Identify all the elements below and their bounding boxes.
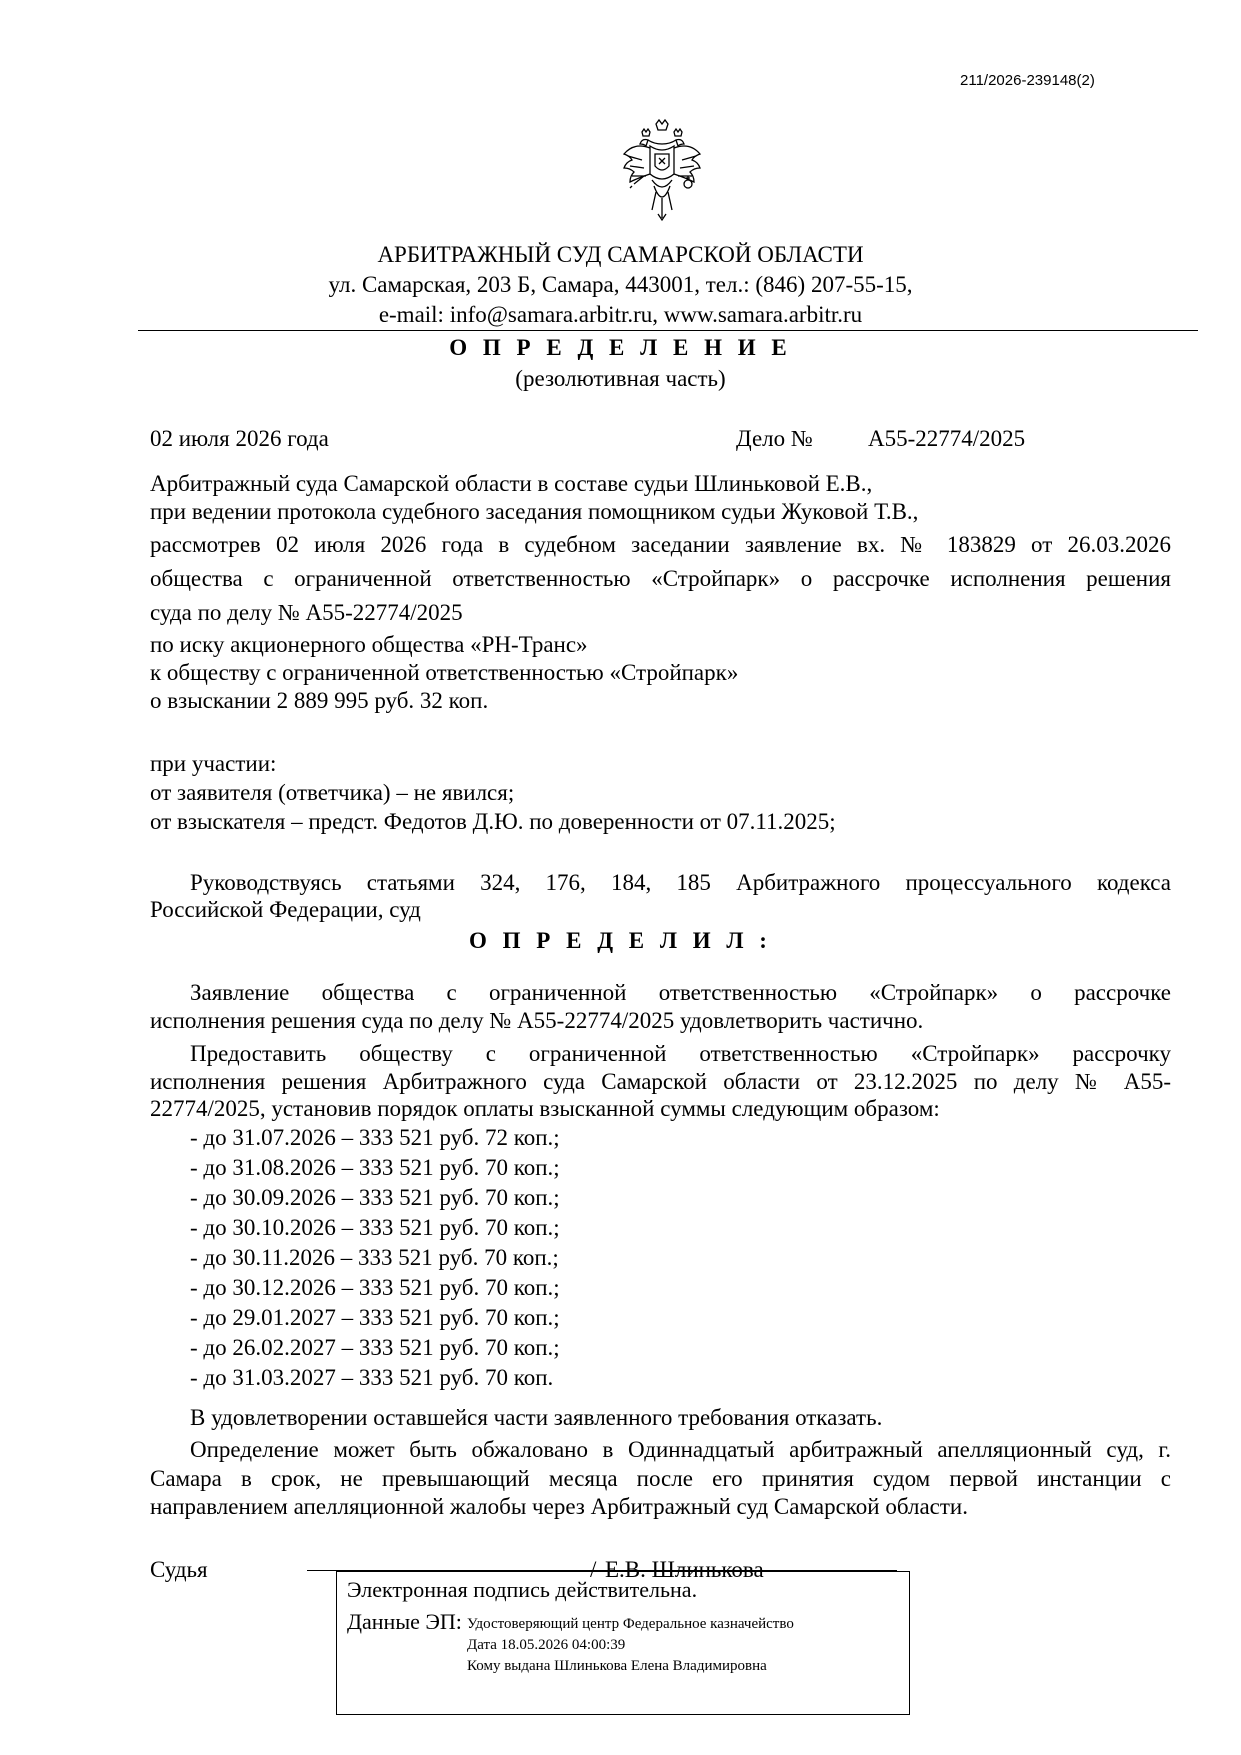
payment-schedule xyxy=(190,1123,560,1393)
intro-line-4: к обществу с ограниченной ответственностью «Стройпарк» xyxy=(150,660,739,685)
ruling-appeal-line-3: направлением апелляционной жалобы через Арбитражный суд Самарской области. xyxy=(150,1494,968,1519)
schedule-item: - до 30.12.2026 – 333 521 руб. 70 коп.; xyxy=(190,1275,560,1300)
guided-line-1: Руководствуясь статьями 324, 176, 184, 185 Арбитражного процессуального кодекса xyxy=(190,870,1171,895)
ruling-p2-line-3: 22774/2025, установив порядок оплаты взысканной суммы следующим образом: xyxy=(150,1096,940,1121)
coat-of-arms-icon xyxy=(620,118,704,224)
court-name: АРБИТРАЖНЫЙ СУД САМАРСКОЙ ОБЛАСТИ xyxy=(377,242,864,267)
decided-title: О П Р Е Д Е Л И Л : xyxy=(469,928,772,953)
ruling-p1-line-1: Заявление общества с ограниченной ответственностью «Стройпарк» о рассрочке xyxy=(190,980,1171,1005)
header-divider xyxy=(138,330,1198,331)
schedule-item: - до 29.01.2027 – 333 521 руб. 70 коп.; xyxy=(190,1305,560,1330)
schedule-item: - до 31.03.2027 – 333 521 руб. 70 коп. xyxy=(190,1365,554,1390)
document-subtitle: (резолютивная часть) xyxy=(515,366,726,391)
schedule-item: - до 30.11.2026 – 333 521 руб. 70 коп.; xyxy=(190,1245,559,1270)
case-label: Дело № xyxy=(736,426,813,451)
intro-paragraph-line-2: общества с ограниченной ответственностью «Стройпарк» о рассрочке исполнения решения xyxy=(150,566,1171,591)
intro-line-3: по иску акционерного общества «РН-Транс» xyxy=(150,632,588,657)
stamp-valid: Электронная подпись действительна. xyxy=(347,1577,698,1602)
schedule-item: - до 31.07.2026 – 333 521 руб. 72 коп.; xyxy=(190,1125,560,1150)
electronic-signature-stamp xyxy=(336,1571,910,1715)
case-number: А55-22774/2025 xyxy=(868,426,1026,451)
ruling-appeal-line-2: Самара в срок, не превышающий месяца после его принятия судом первой инстанции с xyxy=(150,1466,1171,1491)
participation-claimant: от взыскателя – предст. Федотов Д.Ю. по доверенности от 07.11.2025; xyxy=(150,809,836,834)
intro-line-1: Арбитражный суда Самарской области в составе судьи Шлиньковой Е.В., xyxy=(150,471,873,496)
stamp-strike-line xyxy=(307,1570,897,1571)
document-title: О П Р Е Д Е Л Е Н И Е xyxy=(449,335,792,360)
signature-slash: / xyxy=(590,1557,597,1582)
stamp-owner: Кому выдана Шлинькова Елена Владимировна xyxy=(467,1658,767,1674)
ruling-p1-line-2: исполнения решения суда по делу № А55-22774/2025 удовлетворить частично. xyxy=(150,1008,924,1033)
signature-role: Судья xyxy=(150,1557,208,1582)
ruling-refuse: В удовлетворении оставшейся части заявленного требования отказать. xyxy=(190,1405,883,1430)
stamp-label: Данные ЭП: xyxy=(347,1609,462,1634)
ruling-appeal-line-1: Определение может быть обжаловано в Одиннадцатый арбитражный апелляционный суд, г. xyxy=(190,1437,1171,1462)
stamp-date: Дата 18.05.2026 04:00:39 xyxy=(467,1637,626,1653)
decision-date: 02 июля 2026 года xyxy=(150,426,329,451)
ruling-p2-line-2: исполнения решения Арбитражного суда Самарской области от 23.12.2025 по делу № А55- xyxy=(150,1069,1171,1094)
guided-line-2: Российской Федерации, суд xyxy=(150,897,421,922)
signature-name: Е.В. Шлинькова xyxy=(605,1557,764,1582)
court-contacts: e-mail: info@samara.arbitr.ru, www.samara.arbitr.ru xyxy=(378,302,863,327)
schedule-item: - до 30.10.2026 – 333 521 руб. 70 коп.; xyxy=(190,1215,560,1240)
intro-line-2: при ведении протокола судебного заседания помощником судьи Жуковой Т.В., xyxy=(150,499,919,524)
schedule-item: - до 30.09.2026 – 333 521 руб. 70 коп.; xyxy=(190,1185,560,1210)
document-number: 211/2026-239148(2) xyxy=(960,72,1095,89)
participation-applicant: от заявителя (ответчика) – не явился; xyxy=(150,780,515,805)
intro-paragraph-line-3: суда по делу № А55-22774/2025 xyxy=(150,600,463,625)
stamp-issuer: Удостоверяющий центр Федеральное казначейство xyxy=(467,1616,794,1632)
ruling-p2-line-1: Предоставить обществу с ограниченной ответственностью «Стройпарк» рассрочку xyxy=(190,1041,1171,1066)
court-address: ул. Самарская, 203 Б, Самара, 443001, тел.: (846) 207-55-15, xyxy=(328,272,913,297)
schedule-item: - до 31.08.2026 – 333 521 руб. 70 коп.; xyxy=(190,1155,560,1180)
participation-header: при участии: xyxy=(150,751,277,776)
intro-line-5: о взыскании 2 889 995 руб. 32 коп. xyxy=(150,688,489,713)
schedule-item: - до 26.02.2027 – 333 521 руб. 70 коп.; xyxy=(190,1335,560,1360)
intro-paragraph-line-1: рассмотрев 02 июля 2026 года в судебном заседании заявление вх. № 183829 от 26.03.2026 xyxy=(150,532,1171,557)
